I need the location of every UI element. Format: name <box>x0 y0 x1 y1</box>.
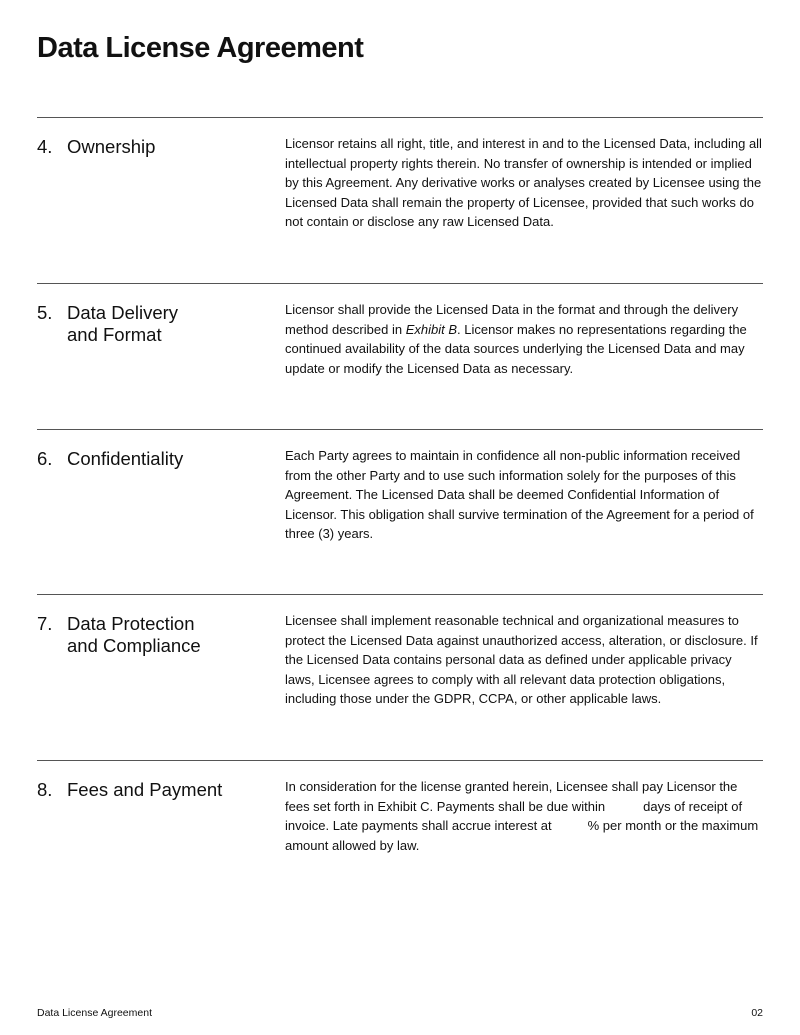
section-body: Each Party agrees to maintain in confidence all non-public information received from the other Party and to use such information solely for the purposes of this Agreement. The Licensed Data shall be deemed Confidential Information of Licensor. This obligation shall survive termination of the Agreement for a period of three (3) years. <box>285 448 754 542</box>
body-text: In consideration for the license granted herein, Licensee shall pay Licensor the fees set forth in Exhibit C. Payments shall be due within <box>285 779 738 814</box>
section-title: Confidentiality <box>67 448 184 469</box>
body-text: days of receipt of invoice. Late payments shall accrue interest at <box>285 798 743 834</box>
section-body: Licensee shall implement reasonable technical and organizational measures to protect the Licensed Data against unauthorized access, alteration, or disclosure. If the Licensed Data contains personal data as defined under applicable privacy laws, Licensee agrees to comply with all relevant data protection obligations, including those under the GDPR, CCPA, or other applicable laws. <box>285 613 758 707</box>
section-title: Data Protection and Compliance <box>67 613 201 656</box>
body-text: Licensor shall provide the Licensed Data in the format and through the delivery method described in <box>285 302 739 337</box>
section-number: 4. <box>37 136 53 157</box>
body-text: . Licensor makes no representations regarding the continued availability of the data sources underlying the Licensed Data and may update or modify the Licensed Data as necessary. <box>285 321 747 376</box>
section-body <box>285 300 763 378</box>
section-number: 5. <box>37 302 53 323</box>
section-number: 6. <box>37 448 53 469</box>
section-body: Licensor retains all right, title, and interest in and to the Licensed Data, including all intellectual property rights therein. No transfer of ownership is intended or implied by this Agreement. Any derivative works or analyses created by Licensee using the Licensed Data shall remain the property of Licensee, provided that such works do not contain or disclose any raw Licensed Data. <box>285 136 762 230</box>
footer-document-title: Data License Agreement <box>37 1007 152 1019</box>
page-number: 02 <box>751 1007 763 1019</box>
section-fees-payment <box>37 760 763 853</box>
section-confidentiality <box>37 429 763 542</box>
section-data-delivery <box>37 283 763 376</box>
section-title: Data Delivery and Format <box>67 302 179 345</box>
document-title: Data License Agreement <box>37 32 364 64</box>
body-text: % per month or the maximum amount allowed by law. <box>285 818 759 853</box>
section-body <box>285 777 763 855</box>
section-title: Fees and Payment <box>67 779 223 800</box>
exhibit-reference: Exhibit B <box>405 321 457 337</box>
section-number: 8. <box>37 779 53 800</box>
section-number: 7. <box>37 613 53 634</box>
section-title: Ownership <box>67 136 156 157</box>
section-data-protection <box>37 594 763 707</box>
section-ownership <box>37 117 763 230</box>
